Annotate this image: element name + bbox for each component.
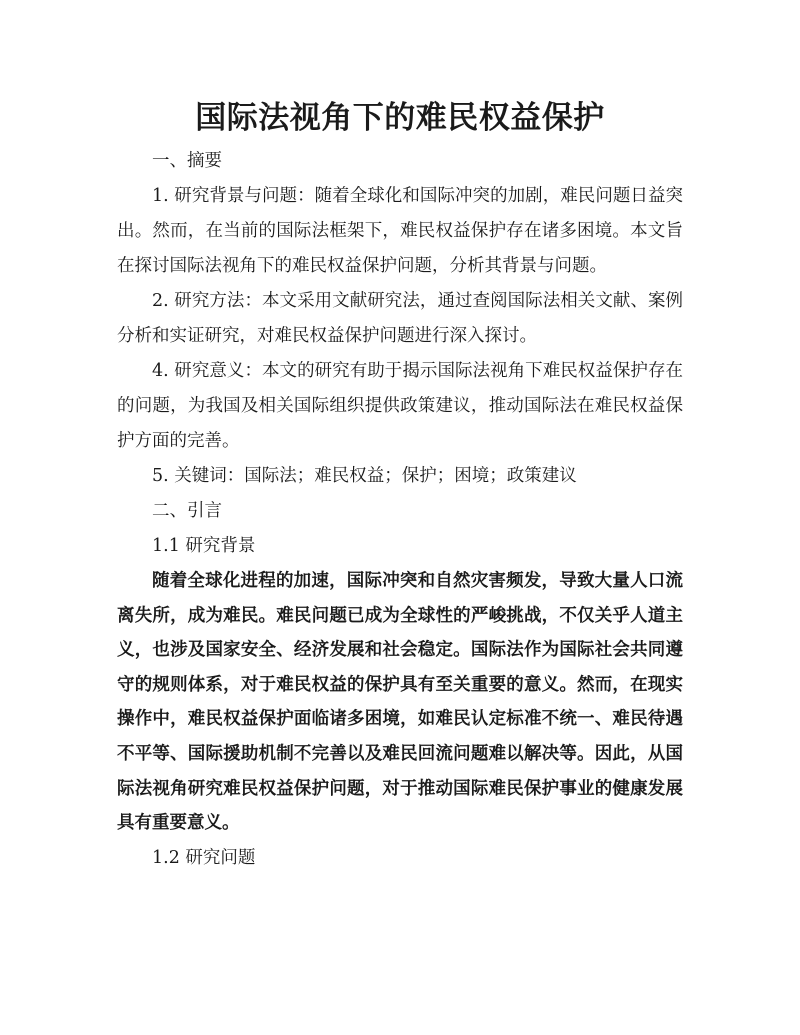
subsection-background-heading: 1.1 研究背景 [152, 536, 256, 556]
subsection-problem-heading: 1.2 研究问题 [152, 847, 256, 868]
page-title: 国际法视角下的难民权益保护 [195, 100, 605, 136]
intro-heading: 二、引言 [152, 501, 222, 521]
abstract-paragraph-keywords: 5. 关键词：国际法；难民权益；保护；困境；政策建议 [152, 466, 577, 486]
abstract-paragraph-method: 2. 研究方法：本文采用文献研究法，通过查阅国际法相关文献、案例分析和实证研究，对难民权益保护问题进行深入探讨。 [117, 291, 683, 346]
abstract-paragraph-significance: 4. 研究意义：本文的研究有助于揭示国际法视角下难民权益保护存在的问题，为我国及相关国际组织提供政策建议，推动国际法在难民权益保护方面的完善。 [117, 361, 683, 451]
subsection-background-body: 随着全球化进程的加速，国际冲突和自然灾害频发，导致大量人口流离失所，成为难民。难民问题已成为全球性的严峻挑战，不仅关乎人道主义，也涉及国家安全、经济发展和社会稳定。国际法作为国际社会共同遵守的规则体系，对于难民权益的保护具有至关重要的意义。然而，在现实操作中，难民权益保护面临诸多困境，如难民认定标准不统一、难民待遇不平等、国际援助机制不完善以及难民回流问题难以解决等。因此，从国际法视角研究难民权益保护问题，对于推动国际难民保护事业的健康发展具有重要意义。 [117, 571, 683, 834]
document-body [117, 144, 683, 876]
abstract-paragraph-background: 1. 研究背景与问题：随着全球化和国际冲突的加剧，难民问题日益突出。然而，在当前的国际法框架下，难民权益保护存在诸多困境。本文旨在探讨国际法视角下的难民权益保护问题，分析其背景与问题。 [117, 186, 683, 276]
abstract-heading: 一、摘要 [152, 151, 222, 171]
